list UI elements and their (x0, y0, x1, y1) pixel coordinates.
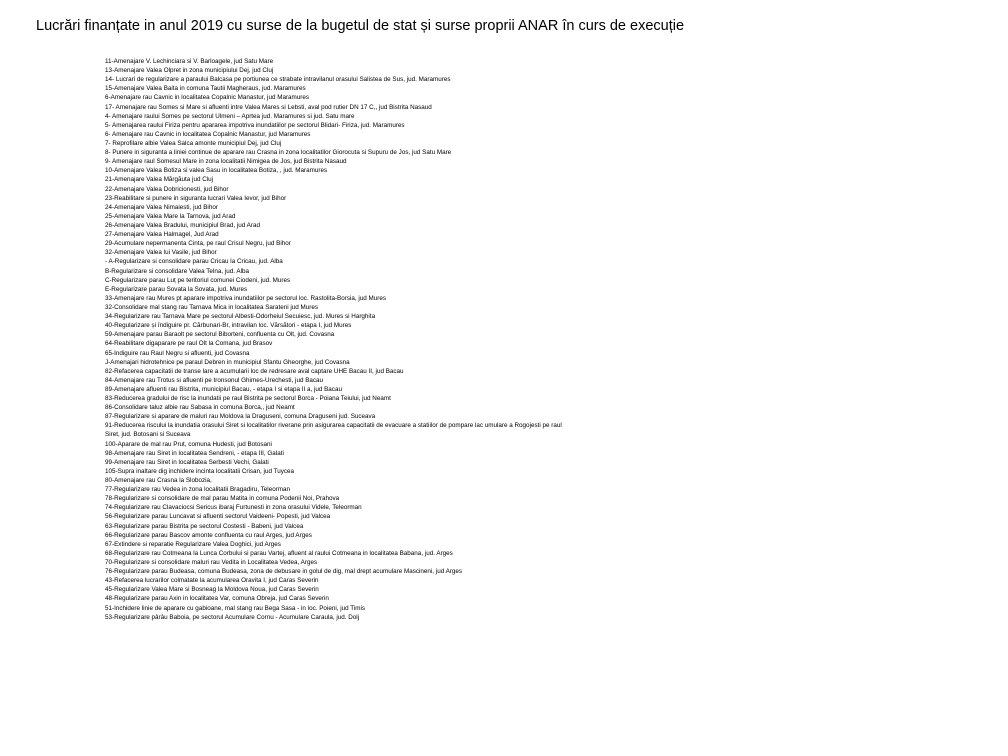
project-list-item: J-Amenajari hidrotehnice pe paraul Debren in municipiul Sfantu Gheorghe, jud Covasna (105, 358, 350, 366)
project-list-item: 9- Amenajare raul Somesul Mare in zona localitatii Nimigea de Jos, jud Bistrita Nasaud (105, 158, 347, 166)
page-title: Lucrări finanțate in anul 2019 cu surse de la bugetul de stat și surse proprii ANAR în curs de execuție (36, 18, 685, 34)
project-list-item: 67-Extindere si reparatie Regularizare Valea Doghici, jud Arges (105, 540, 281, 548)
project-list-item: 40-Regularizare și îndiguire pr. Cărbunari-Br, intravilan loc. Vărsători - etapa I, jud Mures (105, 322, 352, 330)
project-list-item: 77-Regularizare rau Vedea in zona localitatii Bragadiru, Teleorman (105, 486, 291, 494)
project-list-item: 89-Amenajare afluenti rau Bistrita, municipiul Bacau, - etapa I si etapa II a, jud Bacau (105, 385, 342, 393)
project-list-item: 13-Amenajare Valea Olpret in zona municipiului Dej, jud Cluj (105, 67, 274, 75)
project-list-item: 24-Amenajare Valea Nimaiesti, jud Bihor (105, 203, 218, 211)
project-list-item: 91-Reducerea riscului la inundatia orasului Siret si localitatilor riverane prin asigurarea capacitatii de evacuare a statiilor de pompare lac umulare a Rogojesti pe raul (105, 422, 562, 430)
project-list-item: 32-Amenajare Valea lui Vasile, jud Bihor (105, 249, 217, 257)
project-list-item: 48-Regularizare parau Axin in localitatea Var, comuna Obreja, jud Caras Severin (105, 595, 329, 603)
project-list-item: Siret, jud. Botosani si Suceava (105, 431, 191, 439)
project-list-item: 82-Refacerea capacitatii de transe lare a acumularii loc de redresare aval captare UHE Bacau II, jud Bacau (105, 367, 404, 375)
project-list-item: 14- Lucrari de regularizare a paraului Balcasa pe portiunea ce strabate intravilanul orasului Salistea de Sus, jud. Maramures (105, 76, 451, 84)
project-list-item: 23-Reabilitare si punere in siguranta lucrari Valea Ievor, jud Bihor (105, 194, 287, 202)
project-list-item: 64-Reabilitare digaparare pe raul Olt la Comana, jud Brasov (105, 340, 273, 348)
project-list-item: 11-Amenajare V. Lechinciara si V. Barloagele, jud Satu Mare (105, 58, 274, 65)
project-list-item: 15-Amenajare Valea Baita in comuna Tautii Magheraus, jud. Maramures (105, 85, 306, 93)
project-list-item: 76-Regularizare parau Budeasa, comuna Budeasa, zona de debusare in golul de dig, mal drept acumulare Mascineni, jud Arges (105, 568, 463, 576)
project-list (105, 57, 665, 622)
project-list-item: 74-Regularizare rau Clavaciocsi Sericus ibaraj Furtunesti in zona orasului Videle, Teleorman (105, 504, 362, 512)
project-list-item: 56-Regularizare parau Luncavat si afluenti sectorul Vaideeni- Popesti, jud Valcea (105, 513, 331, 521)
project-list-item: 59-Amenajare parau Baraolt pe sectorul Biborteni, confluenta cu Olt, jud. Covasna (105, 331, 335, 339)
project-list-item: 43-Refacerea lucrarilor colmatate la acumularea Oravita I, jud Caras Severin (105, 577, 319, 585)
project-list-item: 27-Amenajare Valea Halmagel, Jud Arad (105, 231, 219, 239)
project-list-item: 6-Amenajare rau Cavnic in localitatea Copalnic Manastur, jud Maramures (105, 94, 310, 102)
project-list-item: 105-Supra inaltare dig inchidere incinta localitatii Crisan, jud Tuycea (105, 467, 295, 475)
project-list-item: 26-Amenajare Valea Bradului, municipiul Brad, jud Arad (105, 221, 260, 229)
project-list-item: 45-Regularizare Valea Mare si Bosneag la Moldova Noua, jud Caras Severin (105, 586, 319, 594)
project-list-item: 32-Consolidare mal stang rau Tarnava Mica in localitatea Sarateni jud Mures (105, 303, 319, 311)
project-list-item: 70-Regularizare si consolidare maluri rau Vedita in Localitatea Vedea, Arges (105, 559, 318, 567)
project-list-item: 17- Amenajare rau Somes si Mare si afluenti intre Valea Mares si Lebsti, aval pod rutier DN 17 C,, jud Bistrita Nasaud (105, 103, 432, 111)
project-list-item: 4- Amenajare raului Somes pe sectorul Ulmeni – Aprtea jud. Maramures si jud. Satu mare (105, 112, 355, 120)
project-list-item: 78-Regularizare si consolidare de mal parau Matita in comuna Podenii Noi, Prahova (105, 495, 340, 503)
project-list-item: 86-Consolidare taluz albie rau Sabasa in comuna Borca,, jud Neamt (105, 404, 295, 412)
project-list-item: 87-Regularizare si aparare de maluri rau Moldova la Draguseni, comuna Draguseni jud. Suceava (105, 413, 376, 421)
project-list-item: 63-Regularizare parau Bistrita pe sectorul Costesti - Babeni, jud Valcea (105, 522, 304, 530)
project-list-item: B-Regularizare si consolidare Valea Telna, jud. Alba (105, 267, 249, 275)
project-list-item: 33-Amenajare rau Mures pt aparare impotriva inundatiilor pe sectorul loc. Rastolita-Borsia, jud Mures (105, 294, 387, 302)
project-list-item: 7- Reprofilare albie Valea Salca amonte municipiul Dej, jud Cluj (105, 139, 282, 147)
project-list-item: 99-Amenajare rau Siret in localitatea Serbesti Vechi, Galati (105, 458, 269, 466)
project-list-item: 66-Regularizare parau Bascov amonte confluenta cu raul Arges, jud Arges (105, 531, 312, 539)
project-list-item: 5- Amenajarea raului Firiza pentru apararea impotriva inundatiilor pe sectorul Blidari- Firiza, jud. Maramures (105, 121, 405, 129)
project-list-item: 29-Acumulare nepermanenta Cinta, pe raul Crisul Negru, jud Bihor (105, 240, 291, 248)
project-list-item: 53-Regularizare pârâu Baboia, pe sectorul Acumulare Cornu - Acumulare Caraula, jud. Dolj (105, 613, 360, 621)
project-list-item: 22-Amenajare Valea Dobricionesti, jud Bihor (105, 185, 229, 193)
project-list-item: 83-Reducerea gradului de risc la inundatii pe raul Bistrita pe sectorul Borca - Poiana Teiului, jud Neamt (105, 395, 391, 403)
project-list-item: 51-Inchidere linie de aparare cu gabioane, mal stang rau Bega Sasa - in loc. Poieni, jud Timis (105, 604, 366, 612)
project-list-item: 21-Amenajare Valea Mărgăuta jud Cluj (105, 176, 214, 184)
project-list-item: 100-Aparare de mal rau Prut, comuna Hudesti, jud Botosani (105, 440, 272, 448)
project-list-item: - A-Regularizare si consolidare parau Cricau la Cricau, jud. Alba (105, 258, 283, 266)
project-list-item: 10-Amenajare Valea Botiza si valea Sasu in localitatea Botiza, , jud. Maramures (105, 167, 328, 175)
project-list-item: 6- Amenajare rau Cavnic in localitatea Copalnic Manastur, jud Maramures (105, 130, 311, 138)
project-list-item: 8- Punere in siguranta a liniei continue de aparare rau Crasna in zona localitatilor Giorocuta si Supuru de Jos, jud Satu Mare (105, 149, 452, 157)
project-list-item: C-Regularizare parau Luț pe teritoriul comunei Ciodeni, jud. Mures (105, 276, 291, 284)
project-list-item: 98-Amenajare rau Siret in localitatea Sendreni, - etapa III, Galati (105, 449, 284, 457)
project-list-item: 68-Regularizare rau Cotmeana la Lunca Corbului si parau Vartej, afluent al raului Cotmeana in localitatea Babana, jud. Arges (105, 549, 453, 557)
project-list-item: 65-Indiguire rau Raul Negru si afluenti, jud Covasna (105, 349, 250, 357)
project-list-item: 25-Amenajare Valea Mare la Tarnova, jud Arad (105, 212, 236, 220)
project-list-item: 80-Amenajare rau Crasna la Slobozia, (105, 477, 212, 485)
project-list-item: 84-Amenajare rau Trotus si afluenti pe tronsonul Ghimes-Urechesti, jud Bacau (105, 376, 324, 384)
project-list-item: E-Regularizare parau Sovata la Sovata, jud. Mures (105, 285, 248, 293)
project-list-item: 34-Regularizare rau Tarnava Mare pe sectorul Albesti-Odorheiul Secuiesc, jud. Mures si Harghita (105, 313, 376, 321)
